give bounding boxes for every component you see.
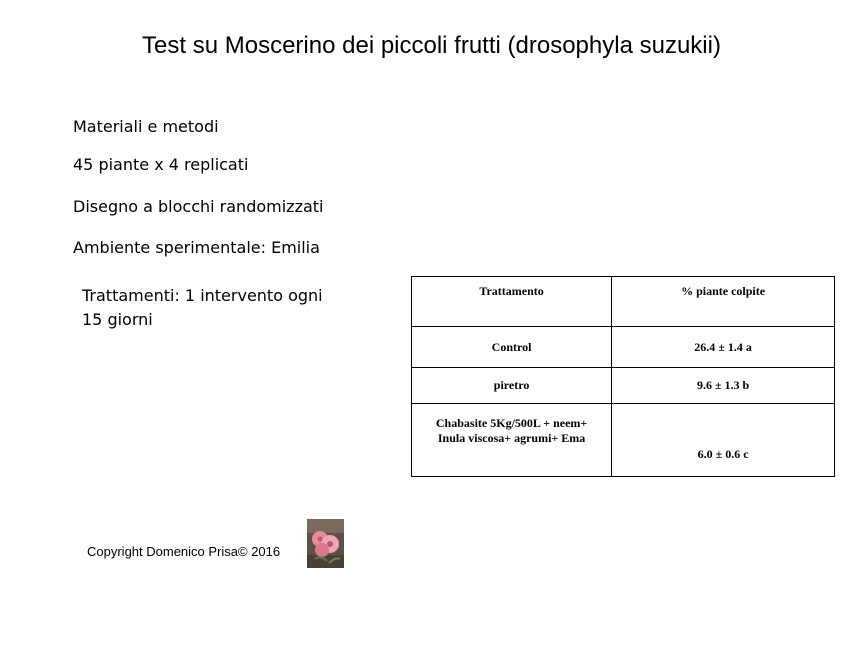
table-row: [412, 404, 835, 477]
treatment-cell: Control: [412, 327, 612, 368]
design-text: Disegno a blocchi randomizzati: [73, 197, 324, 216]
treatments-text: Trattamenti: 1 intervento ogni 15 giorni: [82, 286, 323, 329]
value-cell: 9.6 ± 1.3 b: [612, 368, 835, 404]
copyright-text: Copyright Domenico Prisa© 2016: [87, 544, 281, 559]
plants-replicates-text: 45 piante x 4 replicati: [73, 155, 249, 174]
treatment-line: Inula viscosa+ agrumi+ Ema: [437, 431, 586, 445]
results-table: [411, 276, 835, 477]
methods-heading: Materiali e metodi: [73, 117, 219, 136]
flower-photo-icon: [307, 519, 344, 568]
table-row: [412, 327, 835, 368]
value-cell: 26.4 ± 1.4 a: [612, 327, 835, 368]
slide-title: Test su Moscerino dei piccoli frutti (drosophyla suzukii): [142, 32, 721, 59]
treatment-cell: piretro: [412, 368, 612, 404]
environment-text: Ambiente sperimentale: Emilia: [73, 238, 320, 257]
treatment-cell: [412, 404, 612, 477]
table-header-row: [412, 277, 835, 327]
value-cell: 6.0 ± 0.6 c: [612, 404, 835, 477]
table-row: [412, 368, 835, 404]
header-percent-affected: % piante colpite: [612, 277, 835, 327]
header-treatment: Trattamento: [412, 277, 612, 327]
treatment-line: Chabasite 5Kg/500L + neem+: [435, 416, 588, 430]
